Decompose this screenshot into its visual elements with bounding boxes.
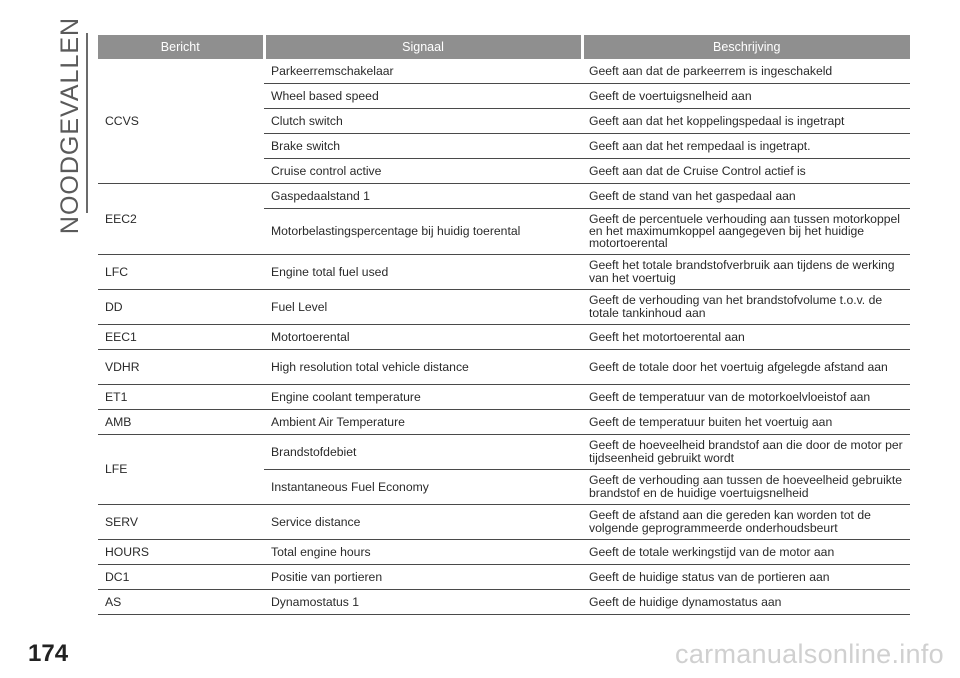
message-cell: EEC1 bbox=[98, 324, 264, 349]
table-row bbox=[98, 434, 910, 469]
description-cell: Geeft de totale werkingstijd van de motor aan bbox=[582, 539, 910, 564]
message-cell: ET1 bbox=[98, 384, 264, 409]
description-cell: Geeft de afstand aan die gereden kan worden tot de volgende geprogrammeerde onderhoudsbeurt bbox=[582, 504, 910, 539]
description-cell: Geeft het motortoerental aan bbox=[582, 324, 910, 349]
message-cell: CCVS bbox=[98, 59, 264, 184]
description-cell: Geeft de temperatuur van de motorkoelvloeistof aan bbox=[582, 384, 910, 409]
table-row bbox=[98, 589, 910, 614]
message-cell: VDHR bbox=[98, 349, 264, 384]
table-row bbox=[98, 504, 910, 539]
description-cell: Geeft de huidige dynamostatus aan bbox=[582, 589, 910, 614]
page-number: 174 bbox=[28, 640, 69, 667]
column-header-bericht: Bericht bbox=[98, 35, 264, 59]
description-cell: Geeft de totale door het voertuig afgelegde afstand aan bbox=[582, 349, 910, 384]
signal-cell: Engine total fuel used bbox=[264, 254, 582, 289]
message-cell: EEC2 bbox=[98, 184, 264, 255]
description-cell: Geeft de temperatuur buiten het voertuig aan bbox=[582, 409, 910, 434]
message-cell: LFE bbox=[98, 434, 264, 504]
description-cell: Geeft de voertuigsnelheid aan bbox=[582, 84, 910, 109]
table-row bbox=[98, 184, 910, 209]
description-cell: Geeft de verhouding van het brandstofvolume t.o.v. de totale tankinhoud aan bbox=[582, 289, 910, 324]
signal-cell: Brandstofdebiet bbox=[264, 434, 582, 469]
description-cell: Geeft de stand van het gaspedaal aan bbox=[582, 184, 910, 209]
description-cell: Geeft aan dat het rempedaal is ingetrapt. bbox=[582, 134, 910, 159]
signal-cell: Cruise control active bbox=[264, 159, 582, 184]
table-header-row bbox=[98, 35, 910, 59]
signal-cell: Motorbelastingspercentage bij huidig toerental bbox=[264, 209, 582, 255]
description-cell: Geeft de percentuele verhouding aan tussen motorkoppel en het maximumkoppel aangegeven bij het huidige motortoerental bbox=[582, 209, 910, 255]
signal-cell: Motortoerental bbox=[264, 324, 582, 349]
section-title bbox=[56, 16, 86, 234]
table-row bbox=[98, 289, 910, 324]
signal-cell: Instantaneous Fuel Economy bbox=[264, 469, 582, 504]
message-cell: SERV bbox=[98, 504, 264, 539]
signal-cell: Parkeerremschakelaar bbox=[264, 59, 582, 84]
description-cell: Geeft aan dat de parkeerrem is ingeschakeld bbox=[582, 59, 910, 84]
description-cell: Geeft aan dat de Cruise Control actief is bbox=[582, 159, 910, 184]
signal-cell: Engine coolant temperature bbox=[264, 384, 582, 409]
description-cell: Geeft de verhouding aan tussen de hoeveelheid gebruikte brandstof en de huidige voertuigsnelheid bbox=[582, 469, 910, 504]
message-cell: AS bbox=[98, 589, 264, 614]
column-header-signaal: Signaal bbox=[264, 35, 582, 59]
table-row bbox=[98, 349, 910, 384]
message-cell: AMB bbox=[98, 409, 264, 434]
table-row bbox=[98, 409, 910, 434]
signal-cell: Brake switch bbox=[264, 134, 582, 159]
table-row bbox=[98, 539, 910, 564]
section-divider bbox=[86, 33, 88, 213]
signal-cell: Positie van portieren bbox=[264, 564, 582, 589]
section-title-text: NOODGEVALLEN bbox=[56, 16, 85, 234]
description-cell: Geeft aan dat het koppelingspedaal is ingetrapt bbox=[582, 109, 910, 134]
table-row bbox=[98, 59, 910, 84]
table-row bbox=[98, 564, 910, 589]
message-cell: LFC bbox=[98, 254, 264, 289]
column-header-beschrijving: Beschrijving bbox=[582, 35, 910, 59]
table-row bbox=[98, 254, 910, 289]
signal-table bbox=[98, 35, 910, 615]
watermark: carmanualsonline.info bbox=[675, 639, 944, 669]
description-cell: Geeft het totale brandstofverbruik aan tijdens de werking van het voertuig bbox=[582, 254, 910, 289]
signal-cell: Clutch switch bbox=[264, 109, 582, 134]
signal-cell: Dynamostatus 1 bbox=[264, 589, 582, 614]
description-cell: Geeft de hoeveelheid brandstof aan die door de motor per tijdseenheid gebruikt wordt bbox=[582, 434, 910, 469]
table-row bbox=[98, 324, 910, 349]
message-cell: DD bbox=[98, 289, 264, 324]
message-cell: DC1 bbox=[98, 564, 264, 589]
description-cell: Geeft de huidige status van de portieren aan bbox=[582, 564, 910, 589]
signal-cell: Service distance bbox=[264, 504, 582, 539]
signal-cell: High resolution total vehicle distance bbox=[264, 349, 582, 384]
signal-cell: Gaspedaalstand 1 bbox=[264, 184, 582, 209]
table-row bbox=[98, 384, 910, 409]
signal-cell: Fuel Level bbox=[264, 289, 582, 324]
signal-cell: Wheel based speed bbox=[264, 84, 582, 109]
message-cell: HOURS bbox=[98, 539, 264, 564]
signal-cell: Total engine hours bbox=[264, 539, 582, 564]
signal-cell: Ambient Air Temperature bbox=[264, 409, 582, 434]
